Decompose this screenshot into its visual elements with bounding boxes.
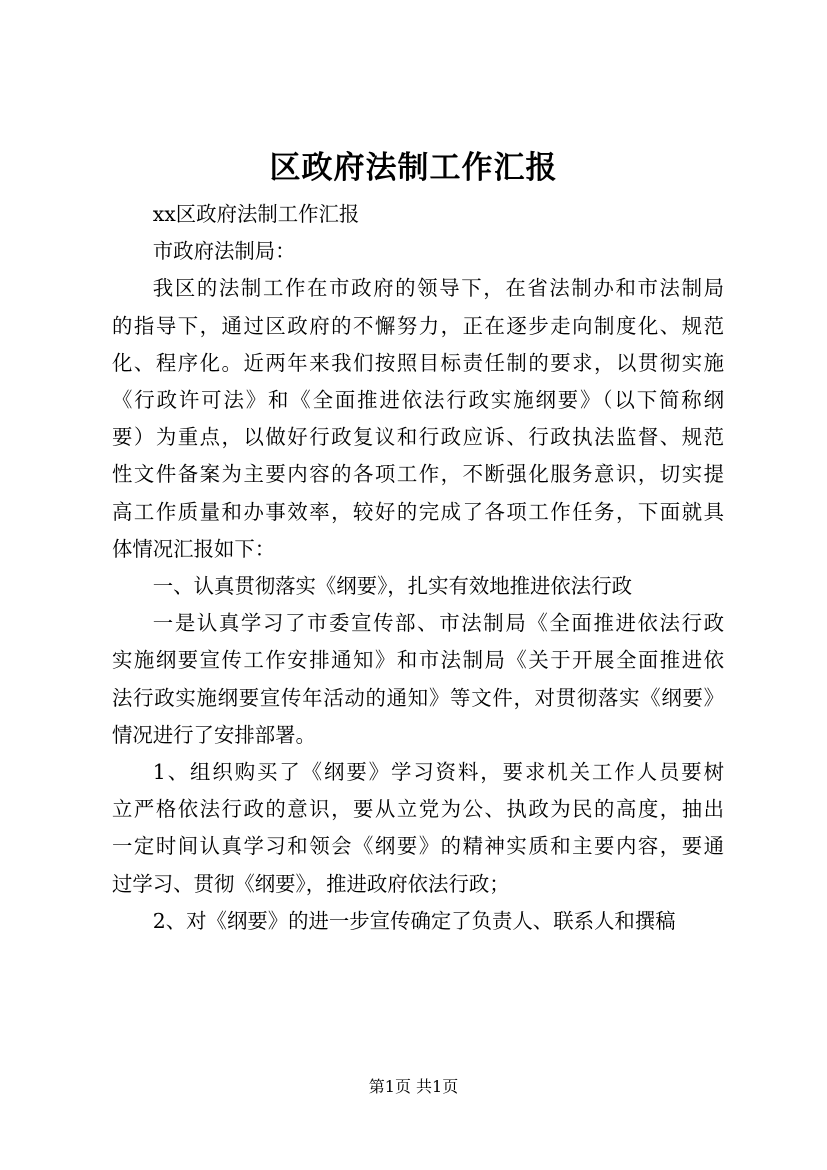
paragraph-line: 过学习、贯彻《纲要》，推进政府依法行政； [112, 871, 510, 896]
page-footer: 第1页 共1页 [368, 1077, 459, 1096]
paragraph-line: 的指导下，通过区政府的不懈努力，正在逐步走向制度化、规范 [112, 313, 724, 338]
paragraph-line: 2、对《纲要》的进一步宣传确定了负责人、联系人和撰稿 [152, 908, 676, 933]
paragraph [112, 568, 724, 605]
paragraph-line: 高工作质量和办事效率，较好的完成了各项工作任务，下面就具 [112, 499, 724, 524]
paragraph-line: 情况进行了安排部署。 [112, 722, 316, 747]
paragraph [112, 903, 724, 940]
paragraph-line: 化、程序化。近两年来我们按照目标责任制的要求，以贯彻实施 [112, 350, 724, 375]
paragraph-line: 1、组织购买了《纲要》学习资料，要求机关工作人员要树 [152, 760, 724, 785]
paragraph-list [112, 270, 724, 940]
paragraph-line: 体情况汇报如下： [112, 536, 276, 561]
paragraph-line: 实施纲要宣传工作安排通知》和市法制局《关于开展全面推进依 [112, 648, 724, 673]
document-subtitle: xx区政府法制工作汇报 [152, 202, 360, 226]
paragraph-line: 法行政实施纲要宣传年活动的通知》等文件，对贯彻落实《纲要》 [112, 685, 724, 710]
document-body [112, 196, 724, 940]
paragraph-line: 要）为重点，以做好行政复议和行政应诉、行政执法监督、规范 [112, 425, 724, 450]
paragraph-line: 一、认真贯彻落实《纲要》，扎实有效地推进依法行政 [152, 574, 632, 599]
paragraph-line: 一是认真学习了市委宣传部、市法制局《全面推进依法行政 [152, 611, 724, 636]
paragraph [112, 605, 724, 754]
paragraph-line: 性文件备案为主要内容的各项工作，不断强化服务意识，切实提 [112, 462, 724, 487]
document-title: 区政府法制工作汇报 [269, 150, 558, 186]
paragraph [112, 270, 724, 568]
paragraph-line: 立严格依法行政的意识，要从立党为公、执政为民的高度，抽出 [112, 797, 724, 822]
paragraph [112, 754, 724, 903]
paragraph-line: 我区的法制工作在市政府的领导下，在省法制办和市法制局 [152, 276, 724, 301]
paragraph-line: 《行政许可法》和《全面推进依法行政实施纲要》（以下简称纲 [112, 388, 724, 413]
paragraph-line: 一定时间认真学习和领会《纲要》的精神实质和主要内容，要通 [112, 834, 724, 859]
addressee: 市政府法制局： [152, 239, 296, 264]
